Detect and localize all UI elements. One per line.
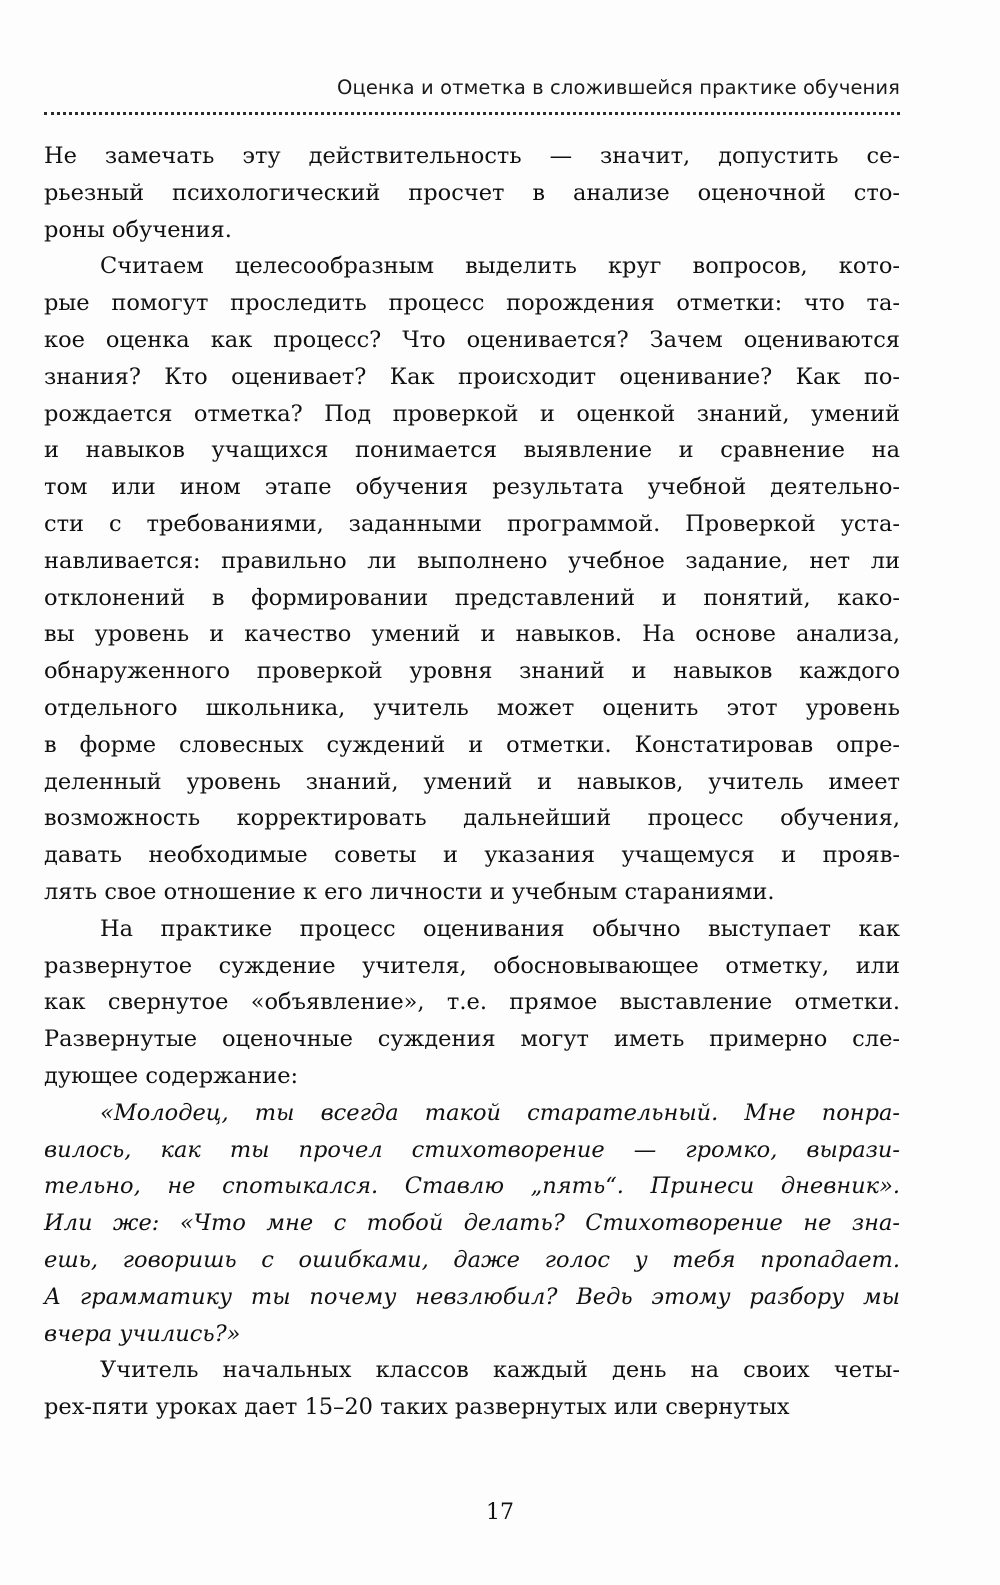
text-line: сти с требованиями, заданными программой. Проверкой уста- [44, 510, 900, 537]
text-line: дующее содержание: [44, 1062, 299, 1089]
text-line: отдельного школьника, учитель может оценить этот уровень [44, 694, 900, 721]
text-line: деленный уровень знаний, умений и навыков, учитель имеет [44, 768, 900, 795]
text-line: Развернутые оценочные суждения могут иметь примерно сле- [44, 1026, 900, 1053]
header-dotted-rule [44, 112, 900, 115]
text-line: возможность корректировать дальнейший процесс обучения, [44, 805, 900, 832]
text-line: роны обучения. [44, 216, 232, 243]
text-line: рех-пяти уроках дает 15–20 таких развернутых или свернутых [44, 1394, 790, 1421]
text-line: вы уровень и качество умений и навыков. На основе анализа, [44, 621, 900, 648]
text-line: развернутое суждение учителя, обосновывающее отметку, или [44, 952, 900, 979]
text-line: обнаруженного проверкой уровня знаний и навыков каждого [44, 658, 900, 685]
text-line: в форме словесных суждений и отметки. Констатировав опре- [44, 731, 900, 758]
text-line: вчера учились?» [44, 1320, 241, 1347]
text-line: рые помогут проследить процесс порождения отметки: что та- [44, 290, 900, 317]
text-line: том или ином этапе обучения результата учебной деятельно- [44, 474, 900, 501]
text-line: Считаем целесообразным выделить круг вопросов, кото- [100, 253, 900, 280]
text-line: Не замечать эту действительность — значит, допустить се- [44, 143, 900, 169]
paragraph [44, 138, 900, 248]
paragraph [44, 911, 900, 1095]
text-line: знания? Кто оценивает? Как происходит оценивание? Как по- [44, 363, 900, 390]
text-line: рождается отметка? Под проверкой и оценкой знаний, умений [44, 400, 900, 427]
text-line: отклонений в формировании представлений и понятий, како- [44, 584, 900, 611]
text-line: и навыков учащихся понимается выявление и сравнение на [44, 437, 900, 464]
text-line: А грамматику ты почему невзлюбил? Ведь этому разбору мы [44, 1283, 900, 1310]
text-line: «Молодец, ты всегда такой старательный. Мне понра- [100, 1099, 900, 1126]
text-line: тельно, не спотыкался. Ставлю „пять“. Принеси дневник». [44, 1173, 900, 1200]
text-line: Или же: «Что мне с тобой делать? Стихотворение не зна- [44, 1210, 900, 1237]
text-line: давать необходимые советы и указания учащемуся и прояв- [44, 842, 900, 869]
text-line: навливается: правильно ли выполнено учебное задание, нет ли [44, 547, 900, 574]
text-line: ешь, говоришь с ошибками, даже голос у тебя пропадает. [44, 1246, 900, 1273]
text-line: как свернутое «объявление», т.е. прямое выставление отметки. [44, 989, 900, 1016]
text-line: кое оценка как процесс? Что оценивается? Зачем оцениваются [44, 326, 900, 353]
quote-paragraph [44, 1095, 900, 1353]
text-line: рьезный психологический просчет в анализе оценочной сто- [44, 179, 900, 206]
paragraph [44, 1352, 900, 1426]
running-header: Оценка и отметка в сложившейся практике обучения [337, 76, 900, 99]
text-line: вилось, как ты прочел стихотворение — громко, вырази- [44, 1136, 900, 1163]
page-number: 17 [486, 1500, 514, 1525]
text-line: На практике процесс оценивания обычно выступает как [100, 915, 900, 942]
paragraph [44, 248, 900, 910]
text-line: лять свое отношение к его личности и учебным стараниями. [44, 878, 775, 905]
text-line: Учитель начальных классов каждый день на своих четы- [100, 1357, 900, 1384]
body-text [44, 138, 900, 1426]
